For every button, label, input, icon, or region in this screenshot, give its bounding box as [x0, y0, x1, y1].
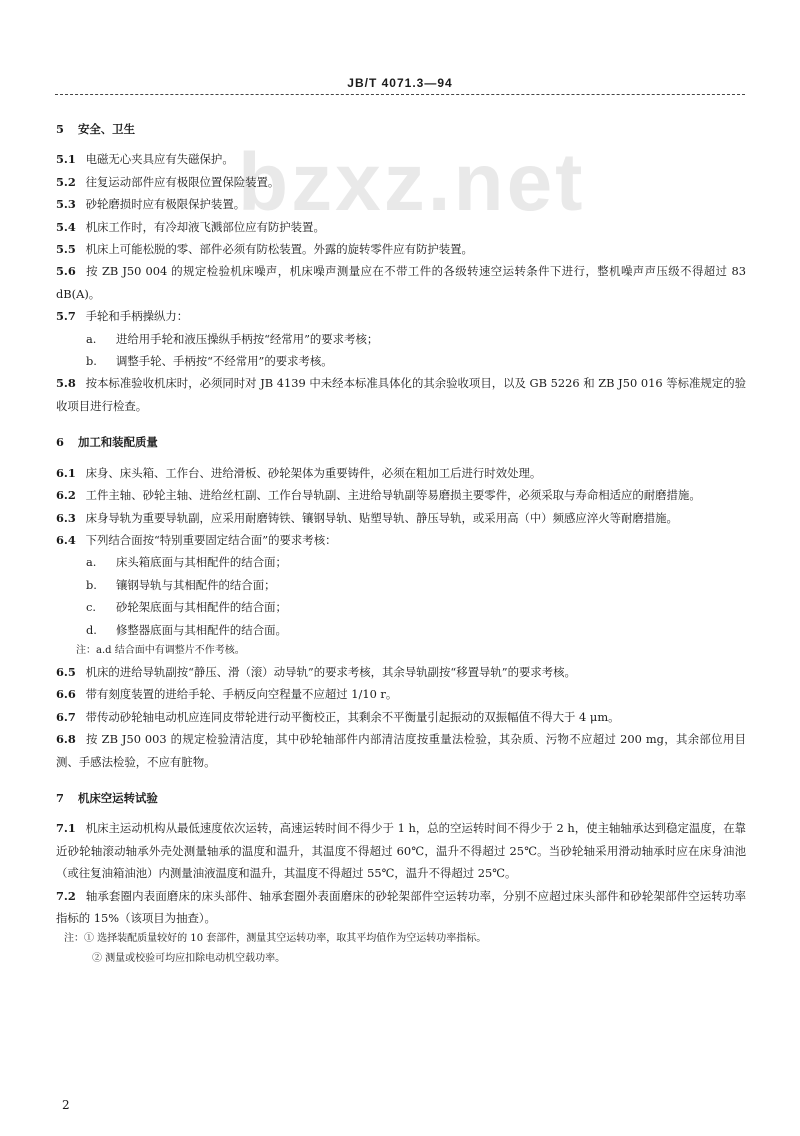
- section-number: 7: [56, 790, 64, 805]
- section-title: 加工和装配质量: [78, 435, 158, 450]
- section-title: 机床空运转试验: [78, 790, 158, 805]
- clause-text: 床身、床头箱、工作台、进给滑板、砂轮架体为重要铸件，必须在粗加工后进行时效处理。: [85, 465, 542, 480]
- clause-number: 6.5: [56, 664, 76, 679]
- clause-text: 机床工作时，有冷却液飞溅部位应有防护装置。: [85, 219, 325, 234]
- page-number: 2: [62, 1098, 70, 1112]
- clause-number: 6.2: [56, 488, 76, 503]
- clause-text: 砂轮磨损时应有极限保护装置。: [85, 197, 246, 212]
- clause-number: 6.1: [56, 465, 76, 480]
- section-5-items: [56, 148, 746, 327]
- section-7-items: [56, 817, 746, 929]
- clause-number: 5.3: [56, 197, 76, 212]
- clause-number: 7.2: [56, 888, 76, 903]
- clause-text: 按 ZB J50 003 的规定检验清洁度，其中砂轮轴部件内部清洁度按重量法检验，其杂质、污物不应超过 200 mg，其余部位用目测、手感法检验，不应有脏物。: [56, 732, 747, 769]
- clause-number: 5.7: [56, 309, 76, 324]
- sub-item-letter: d.: [86, 622, 97, 637]
- clause-6-2: [56, 484, 746, 506]
- clause-text: 按 ZB J50 004 的规定检验机床噪声，机床噪声测量应在不带工件的各级转速空运转条件下进行，整机噪声声压级不得超过 83 dB(A)。: [56, 264, 747, 301]
- sub-item: [56, 551, 746, 573]
- clause-5-7: [56, 305, 746, 327]
- clause-number: 6.3: [56, 510, 76, 525]
- clause-number: 5.5: [56, 242, 76, 257]
- sub-item-text: 床头箱底面与其相配件的结合面；: [116, 555, 287, 570]
- clause-text: 机床主运动机构从最低速度依次运转，高速运转时间不得少于 1 h，总的空运转时间不得少于 2 h，使主轴轴承达到稳定温度，在靠近砂轮轴滚动轴承外壳处测量轴承的温度和温升，其温度不得超过 60℃，温升不得超过 25℃。当砂轮轴采用滑动轴承时应在床身油池（或往复油箱油池）内测量油液温度和温升，其温度不得超过 55℃，温升不得超过 25℃。: [56, 821, 747, 881]
- clause-6-4-note: 注：a.d 结合面中有调整片不作考核。: [76, 644, 245, 656]
- section-7-note-2: ② 测量或校验可均应扣除电动机空载功率。: [92, 953, 286, 965]
- clause-text: 带有刻度装置的进给手轮、手柄反向空程量不应超过 1/10 r。: [85, 687, 398, 702]
- clause-text: 往复运动部件应有极限位置保险装置。: [85, 174, 280, 189]
- clause-6-7: [56, 706, 746, 728]
- clause-text: 机床的进给导轨副按“静压、滑（滚）动导轨”的要求考核，其余导轨副按“移置导轨”的要求考核。: [85, 664, 576, 679]
- clause-number: 6.4: [56, 532, 76, 547]
- clause-6-5: [56, 661, 746, 683]
- clause-text: 下列结合面按“特别重要固定结合面”的要求考核：: [85, 532, 337, 547]
- clause-text: 电磁无心夹具应有失磁保护。: [85, 152, 234, 167]
- clause-number: 6.8: [56, 732, 76, 747]
- sub-item-letter: b.: [86, 354, 97, 369]
- clause-number: 5.1: [56, 152, 76, 167]
- clause-number: 5.6: [56, 264, 76, 279]
- section-number: 6: [56, 435, 64, 450]
- clause-number: 5.2: [56, 174, 76, 189]
- sub-item-text: 砂轮架底面与其相配件的结合面；: [116, 600, 287, 615]
- section-number: 5: [56, 122, 64, 136]
- clause-5-6: [56, 260, 746, 305]
- clause-text: 带传动砂轮轴电动机应连同皮带轮进行动平衡校正，其剩余不平衡量引起振动的双振幅值不得大于 4 μm。: [85, 709, 620, 724]
- section-7-heading: [56, 787, 746, 809]
- clause-5-3: [56, 193, 746, 215]
- document-body: [56, 118, 746, 969]
- sub-item-letter: a.: [86, 555, 97, 570]
- clause-6-1: [56, 462, 746, 484]
- clause-number: 6.6: [56, 687, 76, 702]
- sub-item-letter: c.: [86, 600, 97, 615]
- section-6-items-b: [56, 661, 746, 773]
- section-5-heading: [56, 118, 746, 140]
- clause-5-8: [56, 372, 746, 417]
- section-6-items-a: [56, 462, 746, 552]
- clause-number: 6.7: [56, 709, 76, 724]
- clause-5-7-subitems: [56, 328, 746, 373]
- standard-code-header: JB/T 4071.3—94: [347, 76, 453, 90]
- clause-7-1: [56, 817, 746, 884]
- clause-7-2: [56, 885, 746, 930]
- sub-item-text: 调整手轮、手柄按“不经常用”的要求考核。: [116, 354, 333, 369]
- clause-text: 轴承套圈内表面磨床的床头部件、轴承套圈外表面磨床的砂轮架部件空运转功率，分别不应超过床头部件和砂轮架部件空运转功率指标的 15%（该项目为抽查）。: [56, 888, 746, 925]
- clause-number: 5.8: [56, 376, 76, 391]
- sub-item-text: 进给用手轮和液压操纵手柄按“经常用”的要求考核；: [116, 331, 379, 346]
- clause-text: 床身导轨为重要导轨副，应采用耐磨铸铁、镶钢导轨、贴塑导轨、静压导轨，或采用高（中）频感应淬火等耐磨措施。: [85, 510, 678, 525]
- clause-6-4: [56, 529, 746, 551]
- clause-6-3: [56, 507, 746, 529]
- clause-5-5: [56, 238, 746, 260]
- clause-6-8: [56, 728, 746, 773]
- clause-text: 手轮和手柄操纵力：: [85, 309, 189, 324]
- clause-5-1: [56, 148, 746, 170]
- clause-6-6: [56, 683, 746, 705]
- sub-item: [56, 596, 746, 618]
- watermark-text: bzxz.net: [238, 137, 586, 228]
- header-divider: [55, 94, 745, 95]
- sub-item-letter: a.: [86, 331, 97, 346]
- clause-number: 7.1: [56, 821, 76, 836]
- clause-text: 按本标准验收机床时，必须同时对 JB 4139 中未经本标准具体化的其余验收项目，以及 GB 5226 和 ZB J50 016 等标准规定的验收项目进行检查。: [56, 376, 747, 413]
- clause-5-2: [56, 171, 746, 193]
- sub-item-text: 修整器底面与其相配件的结合面。: [116, 622, 287, 637]
- sub-item: [56, 350, 746, 372]
- clause-number: 5.4: [56, 219, 76, 234]
- sub-item: [56, 619, 746, 641]
- clause-text: 工件主轴、砂轮主轴、进给丝杠副、工作台导轨副、主进给导轨副等易磨损主要零件，必须采取与寿命相适应的耐磨措施。: [85, 488, 701, 503]
- section-6-heading: [56, 431, 746, 453]
- clause-5-4: [56, 216, 746, 238]
- sub-item: [56, 574, 746, 596]
- clause-text: 机床上可能松脱的零、部件必须有防松装置。外露的旋转零件应有防护装置。: [85, 242, 473, 257]
- section-title: 安全、卫生: [78, 122, 135, 136]
- clause-6-4-subitems: [56, 551, 746, 641]
- section-7-note-1: 注：① 选择装配质量较好的 10 套部件，测量其空运转功率，取其平均值作为空运转功率指标。: [64, 933, 487, 945]
- sub-item-text: 镶钢导轨与其相配件的结合面；: [116, 577, 276, 592]
- sub-item-letter: b.: [86, 577, 97, 592]
- sub-item: [56, 328, 746, 350]
